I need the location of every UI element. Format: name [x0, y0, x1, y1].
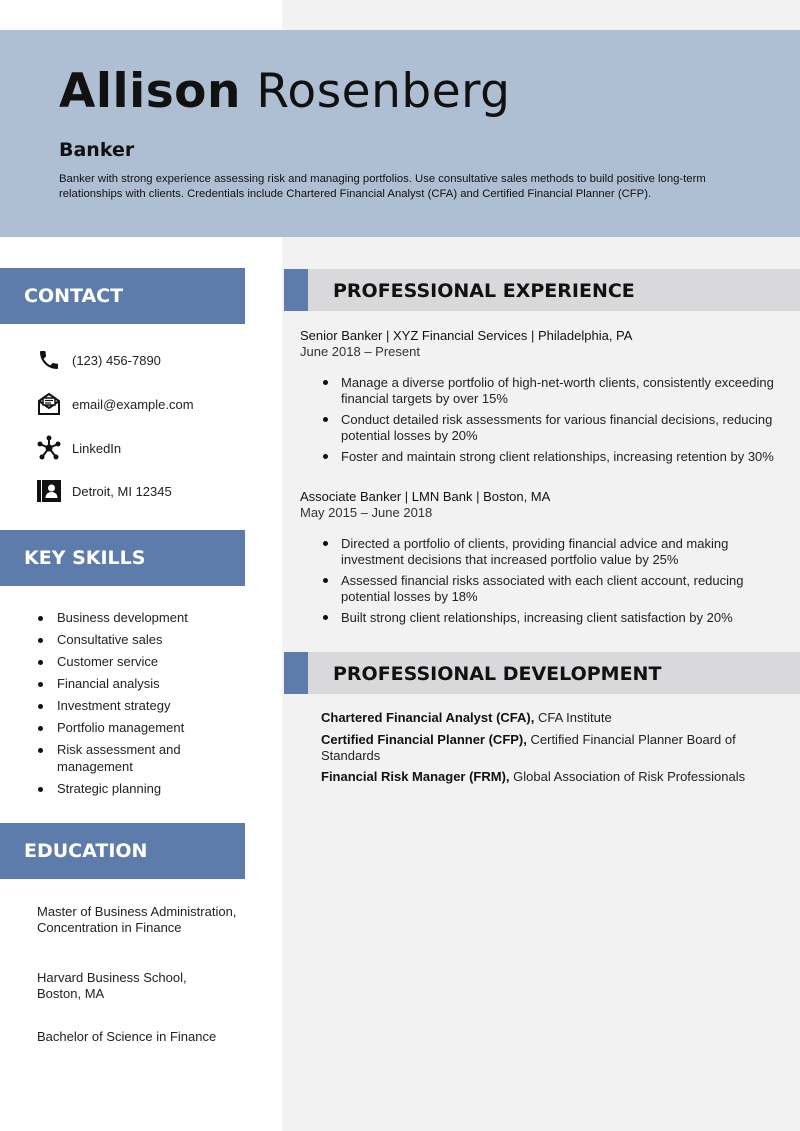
skills-heading: KEY SKILLS	[0, 530, 245, 586]
job-title: Senior Banker	[300, 328, 383, 343]
credential-name: Financial Risk Manager (FRM),	[321, 769, 510, 784]
job-title: Associate Banker	[300, 489, 402, 504]
education-school: Harvard Business School, Boston, MA	[37, 970, 187, 1001]
first-name: Allison	[59, 64, 241, 119]
skill-item: Strategic planning	[38, 781, 238, 798]
job-bullet: Foster and maintain strong client relationships, increasing retention by 30%	[321, 449, 786, 465]
skill-item: Risk assessment and management	[38, 742, 188, 775]
job-bullet: Directed a portfolio of clients, providing financial advice and making investment decisions that increased portfolio value by 25%	[321, 536, 786, 568]
contact-phone	[36, 346, 161, 374]
contact-linkedin	[36, 434, 121, 462]
location-text: Detroit, MI 12345	[72, 483, 172, 499]
credential-issuer: Certified Financial Planner Board of Standards	[321, 732, 736, 763]
contact-email	[36, 390, 194, 418]
section-accent	[284, 269, 308, 311]
phone-icon	[36, 347, 62, 373]
network-icon	[36, 435, 62, 461]
contact-heading: CONTACT	[0, 268, 245, 324]
email-text: email@example.com	[72, 396, 194, 412]
envelope-icon	[36, 391, 62, 417]
skill-item: Customer service	[38, 654, 238, 671]
address-book-icon	[36, 478, 62, 504]
skill-item: Investment strategy	[38, 698, 238, 715]
skill-item: Business development	[38, 610, 238, 627]
education-degree: Master of Business Administration, Concentration in Finance	[37, 904, 237, 935]
job-bullets	[321, 536, 786, 631]
education-bachelor: Bachelor of Science in Finance	[37, 1029, 217, 1044]
job-bullet: Assessed financial risks associated with each client account, reducing potential losses by 18%	[321, 573, 786, 605]
skill-item: Consultative sales	[38, 632, 238, 649]
development-section-bar	[284, 652, 800, 694]
skills-list	[38, 610, 238, 803]
development-item	[321, 732, 761, 764]
job-company: LMN Bank	[411, 489, 473, 504]
job-header: Senior Banker | XYZ Financial Services | Philadelphia, PA	[300, 328, 633, 343]
development-item	[321, 769, 761, 785]
job-role: Banker	[59, 139, 135, 161]
section-accent	[284, 652, 308, 694]
contact-location	[36, 477, 172, 505]
development-item	[321, 710, 761, 726]
candidate-name	[59, 64, 510, 119]
job-dates: June 2018 – Present	[300, 344, 420, 359]
linkedin-text: LinkedIn	[72, 440, 122, 456]
education-heading: EDUCATION	[0, 823, 245, 879]
job-bullet: Manage a diverse portfolio of high-net-worth clients, consistently exceeding financial targets by over 15%	[321, 375, 786, 407]
job-header: Associate Banker | LMN Bank | Boston, MA	[300, 489, 551, 504]
header-band	[0, 30, 800, 237]
job-bullet: Built strong client relationships, increasing client satisfaction by 20%	[321, 610, 786, 626]
job-bullets	[321, 375, 786, 470]
job-location: Philadelphia, PA	[538, 328, 633, 343]
credential-name: Chartered Financial Analyst (CFA),	[321, 710, 535, 725]
credential-issuer: Global Association of Risk Professionals	[513, 769, 746, 784]
job-bullet: Conduct detailed risk assessments for various financial decisions, reducing potential losses by 20%	[321, 412, 786, 444]
job-company: XYZ Financial Services	[393, 328, 528, 343]
last-name: Rosenberg	[256, 64, 511, 119]
summary: Banker with strong experience assessing risk and managing portfolios. Use consultative sales methods to build positive long-term relationships with clients. Credentials include Chartered Financial Analyst (CFA) and Certified Financial Planner (CFP).	[59, 173, 706, 200]
job-dates: May 2015 – June 2018	[300, 505, 433, 520]
skill-item: Portfolio management	[38, 720, 238, 737]
experience-heading: PROFESSIONAL EXPERIENCE	[333, 280, 635, 302]
credential-name: Certified Financial Planner (CFP),	[321, 732, 527, 747]
credential-issuer: CFA Institute	[537, 710, 612, 725]
development-heading: PROFESSIONAL DEVELOPMENT	[333, 663, 662, 685]
job-location: Boston, MA	[483, 489, 551, 504]
phone-text: (123) 456-7890	[72, 352, 161, 368]
skill-item: Financial analysis	[38, 676, 238, 693]
experience-section-bar	[284, 269, 800, 311]
